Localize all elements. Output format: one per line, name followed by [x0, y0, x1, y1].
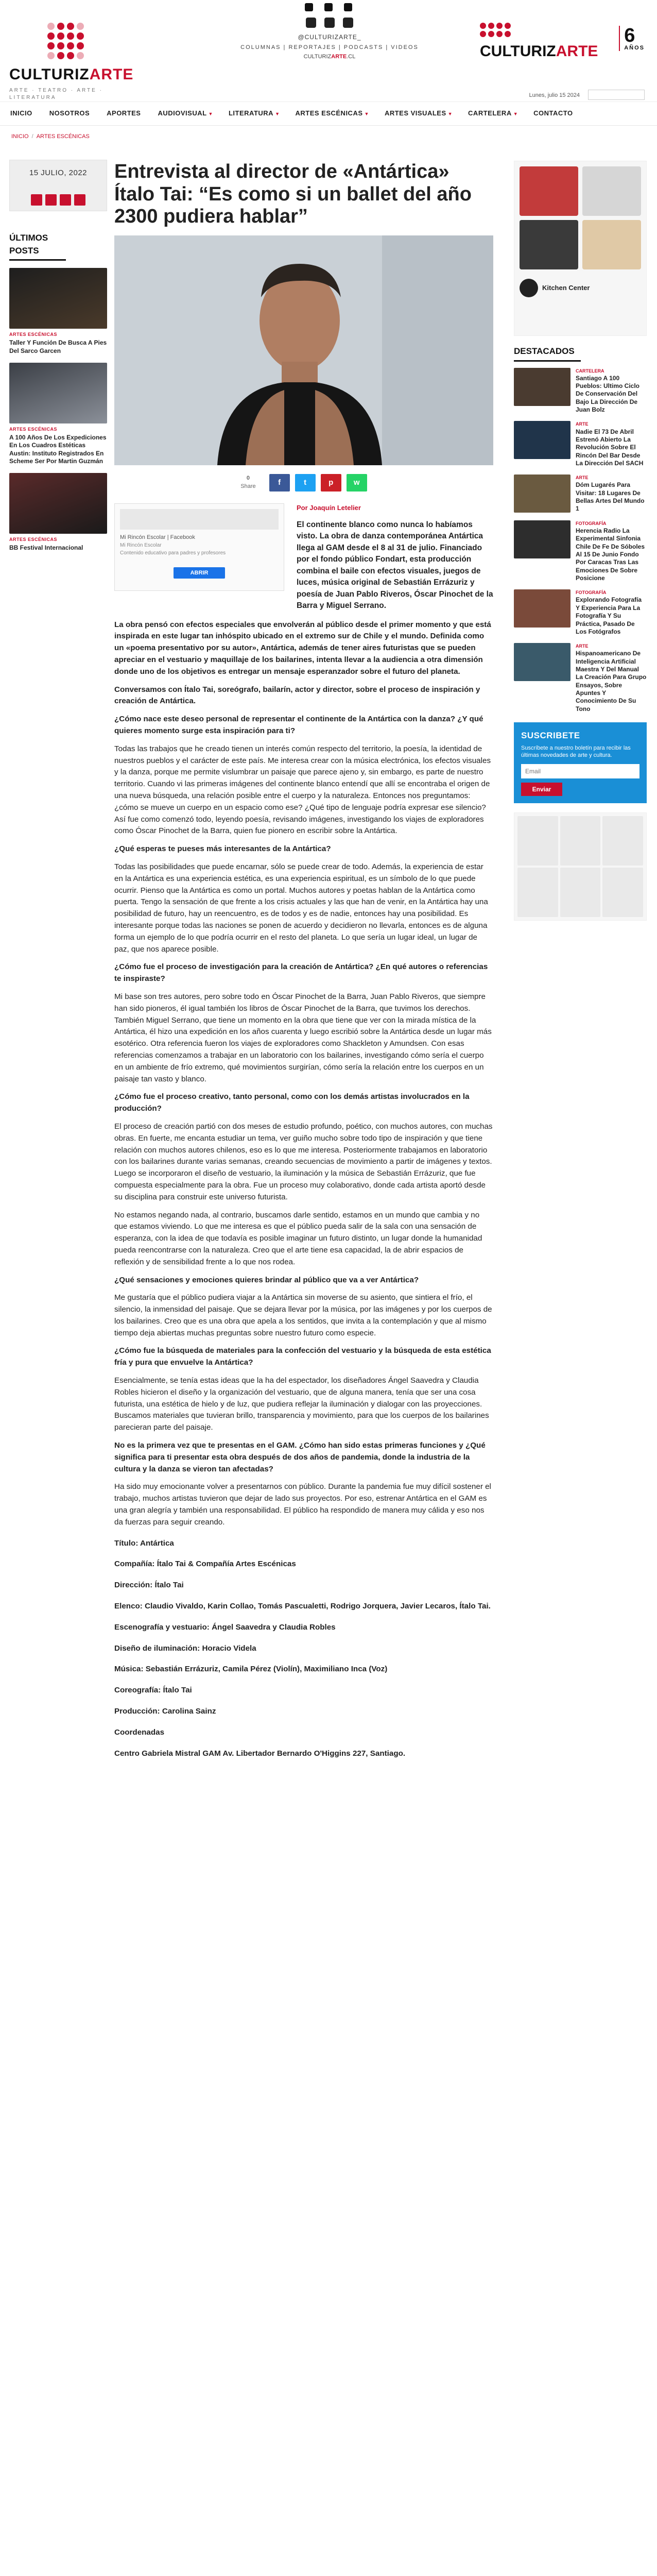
nav-item-artes-escenicas[interactable]: ARTES ESCÉNICAS ▼: [295, 109, 369, 117]
product-image[interactable]: [602, 868, 643, 917]
header-center: [206, 14, 453, 61]
article-paragraph: Dirección: Ítalo Tai: [114, 1581, 184, 1590]
product-image[interactable]: [602, 816, 643, 866]
post-category[interactable]: ARTES ESCÉNICAS: [9, 332, 58, 337]
whatsapp-share-button[interactable]: w: [347, 474, 367, 492]
article-body: [114, 619, 493, 1760]
subscribe-text: Suscríbete a nuestro boletín para recibir las últimas novedades de arte y cultura.: [521, 744, 631, 759]
article-paragraph: Título: Antártica: [114, 1538, 174, 1548]
share-icons: [10, 194, 107, 206]
article-question: ¿Qué sensaciones y emociones quieres brindar al público que va a ver Antártica?: [114, 1275, 419, 1284]
post-thumbnail[interactable]: [9, 363, 107, 423]
chevron-down-icon: ▼: [364, 111, 369, 117]
ad-line: Contenido educativo para padres y profesores: [120, 550, 226, 556]
header-sections: COLUMNAS | REPORTAJES | PODCASTS | VIDEOS: [240, 44, 419, 51]
sidebar-advertisement[interactable]: [514, 161, 647, 336]
latest-post[interactable]: [9, 363, 107, 466]
nav-item-audiovisual[interactable]: AUDIOVISUAL ▼: [158, 109, 213, 117]
featured-category[interactable]: FOTOGRAFÍA: [576, 520, 607, 526]
article-paragraph: Música: Sebastián Errázuriz, Camila Pérez (Violín), Maximiliano Inca (Voz): [114, 1665, 388, 1674]
logo-wordmark: CULTURIZARTE: [9, 66, 134, 83]
latest-post[interactable]: [9, 473, 107, 552]
featured-item[interactable]: [514, 520, 647, 583]
article-lead-2: La obra pensó con efectos especiales que envolverán al público desde el primer momento y que está inspirada en este lugar tan inhóspito ubicado en el extremo sur de Chile y el mundo. Definida como un «poema presentativo por su autor», Antártica, además de tener aires futuristas que se pueden apreciar en el vestuario y maquillaje de los bailarines, intenta llevar a la audiencia a otra dimensión donde uno de los objetivos es entregar un mensaje esperanzador sobre el futuro del planeta.: [114, 620, 491, 676]
product-image[interactable]: [517, 816, 558, 866]
portrait-illustration: [114, 235, 493, 465]
facebook-icon[interactable]: [305, 3, 313, 11]
article-paragraph: Me gustaría que el público pudiera viajar a la Antártica sin moverse de su asiento, que sintiera el frío, el silencio, la inmensidad del paisaje. Que se dejara llevar por la música, por las imágenes y por los cuerpos de los bailarines. Creo que es una obra que apela a los sentidos, que invita a la contemplación y que al mismo tiempo deja abiertas muchas preguntas sobre nuestro futuro como especie.: [114, 1293, 492, 1337]
whatsapp-share-icon[interactable]: [74, 194, 85, 206]
article-question: ¿Cómo fue el proceso de investigación para la creación de Antártica? ¿En qué autores o referencias te inspiraste?: [114, 962, 488, 984]
featured-thumbnail[interactable]: [514, 368, 570, 406]
post-title[interactable]: A 100 Años De Los Expediciones En Los Cuadros Estéticas Austin: Instituto Registrados En Scheme Ser Por Martin Guzmán: [9, 433, 107, 465]
ad-line: Mi Rincón Escolar | Facebook: [120, 534, 195, 541]
inline-advertisement[interactable]: [114, 503, 284, 591]
site-header: [0, 14, 657, 102]
article-paragraph: Todas las posibilidades que puede encarnar, sólo se puede crear de todo. Además, la experiencia de estar en la Antártica es una experiencia estética, es una experiencia espiritual, es un símbolo de lo que puede ocurrir. Pienso que la Antártica es como un portal. Muchos autores y poetas hablan de la Antártica como puerta. Tengo la sensación de que frente a los crisis actuales y las que han de venir, en la Antártica hay una posibilidad de futuro, hay un reencuentro, es de todos y es de nadie, entonces hay una posibilidad. Es interesante porque todas las naciones se ponen de acuerdo y decidieron no llevarla, entonces es de alguna forma un ejemplo de lo que podría ocurrir en el resto del planeta. Lo que sería un lugar ideal, un lugar de paz, que nos aparece posible.: [114, 862, 488, 954]
article-paragraph: Elenco: Claudio Vivaldo, Karin Collao, Tomás Pascualetti, Rodrigo Jorquera, Javier Lecaros, Ítalo Tai.: [114, 1602, 491, 1611]
top-social-bar: [0, 0, 657, 14]
chevron-down-icon: ▼: [208, 111, 213, 117]
share-counter: 0 Share: [240, 475, 256, 490]
article-paragraph: Coreografía: Ítalo Tai: [114, 1686, 192, 1695]
nav-item-literatura[interactable]: LITERATURA ▼: [228, 109, 280, 117]
article: [114, 161, 493, 1759]
featured-title[interactable]: Explorando Fotografía Y Experiencia Para La Fotografía Y Su Práctica, Pasado De Los Fotógrafos: [576, 596, 642, 635]
left-sidebar: [9, 160, 107, 552]
featured-thumbnail[interactable]: [514, 589, 570, 628]
ad-brand-label[interactable]: Kitchen Center: [542, 283, 590, 292]
product-image[interactable]: [517, 868, 558, 917]
chevron-down-icon: ▼: [513, 111, 518, 117]
latest-post[interactable]: [9, 268, 107, 355]
featured-item[interactable]: [514, 643, 647, 713]
product-image[interactable]: [560, 868, 601, 917]
twitter-share-button[interactable]: t: [295, 474, 316, 492]
nav-item-cartelera[interactable]: CARTELERA ▼: [468, 109, 518, 117]
article-paragraph: Producción: Carolina Sainz: [114, 1707, 216, 1716]
featured-thumbnail[interactable]: [514, 474, 570, 513]
latest-posts: [9, 232, 107, 552]
featured-title[interactable]: Dóm Lugarés Para Visitar: 18 Lugares De Bellas Artes Del Mundo 1: [576, 481, 645, 513]
featured-title[interactable]: Nadie El 73 De Abril Estrenó Abierto La Revolución Sobre El Rincón Del Bar Desde La Dirección Del SACH: [576, 428, 644, 467]
brand-logo: [520, 279, 538, 297]
article-date-badge: [9, 160, 107, 211]
subscribe-title: SUSCRIBETE: [521, 731, 580, 741]
subscribe-email-input[interactable]: [521, 764, 639, 778]
article-question: ¿Cómo fue el proceso creativo, tanto personal, como con los demás artistas involucrados en la producción?: [114, 1092, 470, 1113]
search-input[interactable]: [588, 90, 645, 100]
current-date: Lunes, julio 15 2024: [529, 92, 580, 98]
article-paragraph: Centro Gabriela Mistral GAM Av. Libertador Bernardo O'Higgins 227, Santiago.: [114, 1749, 406, 1758]
facebook-icon[interactable]: [306, 18, 316, 28]
nav-item-aportes[interactable]: APORTES: [107, 109, 141, 117]
intro-text: [297, 503, 493, 612]
article-paragraph: Escenografía y vestuario: Ángel Saavedra y Claudia Robles: [114, 1622, 336, 1632]
site-logo[interactable]: [9, 23, 134, 100]
article-question: ¿Cómo fue la búsqueda de materiales para la confección del vestuario y la búsqueda de esta estética fría y pura que envuelve la Antártica?: [114, 1346, 491, 1367]
featured-item[interactable]: [514, 368, 647, 414]
post-title[interactable]: Taller Y Función De Busca A Pies Del Sarco Garcen: [9, 339, 107, 354]
nav-item-inicio[interactable]: INICIO: [10, 109, 32, 117]
header-anniversary-logo[interactable]: [480, 23, 645, 89]
featured-category[interactable]: CARTELERA: [576, 368, 604, 374]
facebook-share-button[interactable]: f: [269, 474, 290, 492]
featured-title[interactable]: Santiago A 100 Pueblos: Ultimo Ciclo De Conservación Del Bajo La Dirección De Juan Bolz: [576, 374, 640, 414]
nav-item-nosotros[interactable]: NOSOTROS: [49, 109, 90, 117]
chevron-down-icon: ▼: [275, 111, 280, 117]
share-bar: [114, 472, 493, 493]
article-paragraphs: [114, 684, 493, 1760]
article-question: No es la primera vez que te presentas en el GAM. ¿Cómo han sido estas primeras funciones y ¿Qué significa para ti presentar esta obra después de dos años de pandemia, donde la industria de la cultura y la danza se vieron tan afectadas?: [114, 1441, 486, 1473]
article-paragraph: Coordenadas: [114, 1727, 165, 1737]
ad-line: Mi Rincón Escolar: [120, 543, 162, 548]
product-image[interactable]: [520, 220, 578, 269]
article-paragraph: Esencialmente, se tenía estas ideas que la ha del espectador, los diseñadores Ángel Saavedra y Claudia Robles hicieron el diseño y la organización del vestuario, que de alguna manera, tenía que ser una cosa futurista, una estética de hielo y de luz, que pudiera reflejar la iluminación y dialogar con las proyecciones. Buscamos materiales que tuvieran brillo, transparencia y movimiento, para que los cuerpos de los bailarines parecieran parte del paisaje.: [114, 1376, 489, 1432]
product-image[interactable]: [582, 166, 641, 216]
post-thumbnail[interactable]: [9, 473, 107, 534]
product-advertisement[interactable]: [514, 812, 647, 921]
featured-category[interactable]: FOTOGRAFÍA: [576, 590, 607, 596]
pinterest-share-icon[interactable]: [60, 194, 71, 206]
featured-item[interactable]: [514, 474, 647, 513]
breadcrumb: INICIO / ARTES ESCÉNICAS: [11, 133, 90, 140]
breadcrumb-section[interactable]: ARTES ESCÉNICAS: [36, 133, 90, 140]
article-paragraph: Diseño de iluminación: Horacio Videla: [114, 1643, 256, 1653]
main-nav: [0, 102, 657, 126]
nav-item-artes-visuales[interactable]: ARTES VISUALES ▼: [384, 109, 453, 117]
article-paragraph: Ha sido muy emocionante volver a presentarnos con público. Durante la pandemia fue muy difícil sostener el trabajo, muchos artistas tuvieron que dejar de lado sus proyectos. Por eso, estrenar Antártica en el GAM es una gran alegría y también una responsabilidad. El público ha respondido de manera muy cálida y eso nos da fuerzas para seguir creando.: [114, 1482, 491, 1527]
article-author[interactable]: Por Joaquín Letelier: [297, 504, 361, 512]
article-paragraph: No estamos negando nada, al contrario, buscamos darle sentido, estamos en un mundo que cambia y no que estamos viviendo. Lo que me interesa es que el público pueda salir de la sala con una sensación de esperanza, con la idea de que todavía es posible imaginar un futuro distinto, un lugar donde la humanidad pueda reencontrarse con la naturaleza. Creo que el arte tiene esa capacidad, la de abrir espacios de reflexión y de sensibilidad frente a lo que nos rodea.: [114, 1210, 482, 1266]
article-title: Entrevista al director de «Antártica» Ítalo Tai: “Es como si un ballet del año 2300 pudiera hablar”: [114, 161, 472, 228]
post-category[interactable]: ARTES ESCÉNICAS: [9, 426, 58, 432]
instagram-icon[interactable]: [343, 18, 353, 28]
featured-heading: DESTACADOS: [514, 345, 581, 362]
nav-item-contacto[interactable]: CONTACTO: [533, 109, 573, 117]
featured-posts: [514, 345, 647, 713]
article-paragraph: Mi base son tres autores, pero sobre todo en Óscar Pinochet de la Barra, Juan Pablo Riveros, que siempre han sido pioneros, él igual también los libros de Óscar Pinochet de la Barra, que tuvimos los derechos. También Miguel Serrano, que tiene un momento en la obra que tiene que ver con la mirada mística de la Antártica, él hizo una expedición en los años cuarenta y luego escribió sobre la Antártica desde un lugar más esotérico. Otra referencia fueron los viajes de exploradores como Shackleton y Amundsen. Con esas referencias comenzamos a trabajar en un laboratorio con los bailarines, investigando cómo sería el cuerpo en un ambiente de frío extremo, qué movimientos surgirían, cómo sería la relación entre los cuerpos en un paisaje tan vasto y blanco.: [114, 992, 492, 1083]
chevron-down-icon: ▼: [447, 111, 453, 117]
product-image[interactable]: [560, 816, 601, 866]
facebook-share-icon[interactable]: [31, 194, 42, 206]
article-date: 15 JULIO, 2022: [29, 168, 88, 177]
product-image[interactable]: [520, 166, 578, 216]
article-paragraph: Compañía: Ítalo Tai & Compañía Artes Escénicas: [114, 1560, 296, 1569]
post-thumbnail[interactable]: [9, 268, 107, 329]
post-category[interactable]: ARTES ESCÉNICAS: [9, 536, 58, 542]
featured-title[interactable]: Herencia Radio La Experimental Sinfonia Chile De Fe De Sóboles Al 15 De Junio Fondo Por Caracas Tras Las Emociones De Sobre Posicione: [576, 527, 645, 582]
article-question: ¿Cómo nace este deseo personal de representar el continente de la Antártica con la danza? ¿Y qué quieres momento surge esta inspiración para ti?: [114, 715, 483, 736]
featured-category[interactable]: ARTE: [576, 643, 589, 649]
pinterest-share-button[interactable]: p: [321, 474, 341, 492]
article-lead: El continente blanco como nunca lo habíamos visto. La obra de danza contemporánea Antártica llega al GAM desde el 8 al 31 de julio. Financiado por el fondo público Fondart, esta producción combina el baile con efectos visuales, juegos de luces, música original de Sebastián Errázuriz y poesía de Juan Pablo Riveros, Óscar Pinochet de la Barra y Miguel Serrano.: [297, 520, 493, 611]
twitter-icon[interactable]: [324, 18, 335, 28]
featured-category[interactable]: ARTE: [576, 475, 589, 481]
logo-tagline: ARTE · TEATRO · ARTE · LITERATURA: [9, 87, 103, 100]
latest-posts-heading: ÚLTIMOS POSTS: [9, 232, 66, 261]
product-image[interactable]: [582, 220, 641, 269]
anniversary-wordmark: CULTURIZARTE: [480, 43, 598, 60]
twitter-icon[interactable]: [324, 3, 333, 11]
breadcrumb-home[interactable]: INICIO: [11, 133, 29, 140]
right-sidebar: [514, 161, 647, 930]
newsletter-subscribe: [514, 722, 647, 803]
article-intro: [114, 503, 493, 612]
article-paragraph: El proceso de creación partió con dos meses de estudio profundo, poético, con muchos autores, con muchas obras. En fuerte, me encanta estudiar un tema, ver guiño mucho sobre todo tipo de inspiración y que tiene relación con muchos autores chilenos, eso es lo que me interesa. Posteriormente trabajamos en laboratorio con los bailarines durante varias semanas, creando secuencias de movimiento a partir de imágenes y textos. Luego se incorporaron el diseño de vestuario, la iluminación y la música de Sebastián Errázuriz, que fue compuesta especialmente para la obra. Fue un proceso muy colaborativo, donde cada artista aportó desde su disciplina para construir este universo futurista.: [114, 1122, 493, 1201]
twitter-share-icon[interactable]: [45, 194, 57, 206]
featured-item[interactable]: [514, 589, 647, 636]
header-site: CULTURIZARTE.CL: [303, 54, 356, 60]
header-social-icons: [206, 18, 453, 28]
header-handle: @CULTURIZARTE_: [298, 33, 361, 41]
article-paragraph: Todas las trabajos que he creado tienen un interés común respecto del territorio, la poesía, la identidad de nuestros pueblos y el carácter de este país. Me interesa crear con la música electrónica, los efectos visuales y la danza, porque me permite vislumbrar un paisaje que parece ajeno y, sin embargo, es parte de nuestro territorio. Cuando vi las primeras imágenes del continente blanco entendí que allí se encontraba el origen de una nueva búsqueda, una relación posible entre el cuerpo y la naturaleza. Entonces nos preguntamos: ¿cómo se mueve un cuerpo en un espacio como ese? ¿Qué tipo de lenguaje podría expresar ese silencio? Así fue como comenzó todo, leyendo poesía, revisando imágenes, investigando los viajes de exploradores como Óscar Pinochet de la Barra, quien fue pionero en escribir sobre la Antártica.: [114, 744, 491, 836]
featured-item[interactable]: [514, 421, 647, 467]
featured-category[interactable]: ARTE: [576, 421, 589, 427]
featured-thumbnail[interactable]: [514, 421, 570, 459]
post-title[interactable]: BB Festival Internacional: [9, 544, 83, 551]
ad-open-button[interactable]: ABRIR: [174, 567, 225, 579]
logo-dots: [47, 23, 128, 59]
featured-thumbnail[interactable]: [514, 643, 570, 681]
anniversary-badge: 6 AÑOS: [619, 26, 645, 51]
article-question: ¿Qué esperas te pueses más interesantes de la Antártica?: [114, 844, 331, 854]
featured-thumbnail[interactable]: [514, 520, 570, 558]
article-question: Conversamos con Ítalo Tai, soreógrafo, bailarín, actor y director, sobre el proceso de inspiración y creación de Antártica.: [114, 685, 480, 706]
article-hero-image: [114, 235, 493, 465]
ad-banner: [120, 509, 279, 530]
subscribe-button[interactable]: Enviar: [521, 783, 562, 796]
instagram-icon[interactable]: [344, 3, 352, 11]
featured-title[interactable]: Hispanoamericano De Inteligencia Artificial Maestra Y Del Manual La Creación Para Grupo Ensayos, Sobre Apuntes Y Conocimiento De Su Tono: [576, 650, 647, 713]
